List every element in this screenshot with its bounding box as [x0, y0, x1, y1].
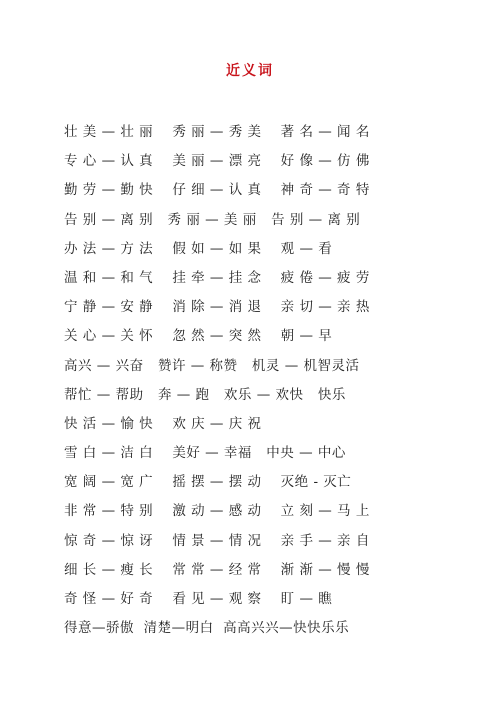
synonym-row: 壮 美 — 壮 丽 秀 丽 — 秀 美 著 名 — 闻 名 — [64, 124, 370, 140]
synonym-row: 非 常 — 特 别 激 动 — 感 动 立 刻 — 马 上 — [64, 503, 370, 520]
synonym-row: 帮忙 — 帮助 奔 — 跑 欢乐 — 欢快 快乐 — [64, 386, 346, 403]
synonym-row: 雪 白 — 洁 白 美好 — 幸福 中央 — 中心 — [64, 445, 346, 462]
synonym-row: 温 和 — 和 气 挂 牵 — 挂 念 疲 倦 — 疲 劳 — [64, 269, 370, 286]
synonym-row: 告 别 — 离 别 秀 丽 — 美 丽 告 别 — 离 别 — [64, 211, 361, 228]
synonym-row: 快 活 — 愉 快 欢 庆 — 庆 祝 — [64, 415, 262, 432]
synonym-row: 专 心 — 认 真 美 丽 — 漂 亮 好 像 — 仿 佛 — [64, 153, 370, 170]
synonym-row: 奇 怪 — 好 奇 看 见 — 观 察 盯 — 瞧 — [64, 591, 333, 607]
synonym-row: 办 法 — 方 法 假 如 — 如 果 观 — 看 — [64, 240, 333, 257]
synonym-row: 关 心 — 关 怀 忽 然 — 突 然 朝 — 早 — [64, 328, 333, 345]
synonym-row: 细 长 — 瘦 长 常 常 — 经 常 渐 渐 — 慢 慢 — [64, 561, 370, 578]
synonym-row: 高兴 — 兴奋 赞许 — 称赞 机灵 — 机智灵活 — [64, 357, 360, 374]
synonym-row: 得意—骄傲 清楚—明白 高高兴兴—快快乐乐 — [64, 620, 350, 637]
synonym-list — [64, 118, 454, 643]
synonym-row: 宽 阔 — 宽 广 摇 摆 — 摆 动 灭绝 - 灭亡 — [64, 474, 352, 491]
page-title: 近义词 — [226, 63, 274, 79]
synonym-row: 宁 静 — 安 静 消 除 — 消 退 亲 切 — 亲 热 — [64, 299, 370, 316]
synonym-row: 勤 劳 — 勤 快 仔 细 — 认 真 神 奇 — 奇 特 — [64, 182, 370, 199]
synonym-row: 惊 奇 — 惊 讶 情 景 — 情 况 亲 手 — 亲 自 — [64, 532, 370, 549]
